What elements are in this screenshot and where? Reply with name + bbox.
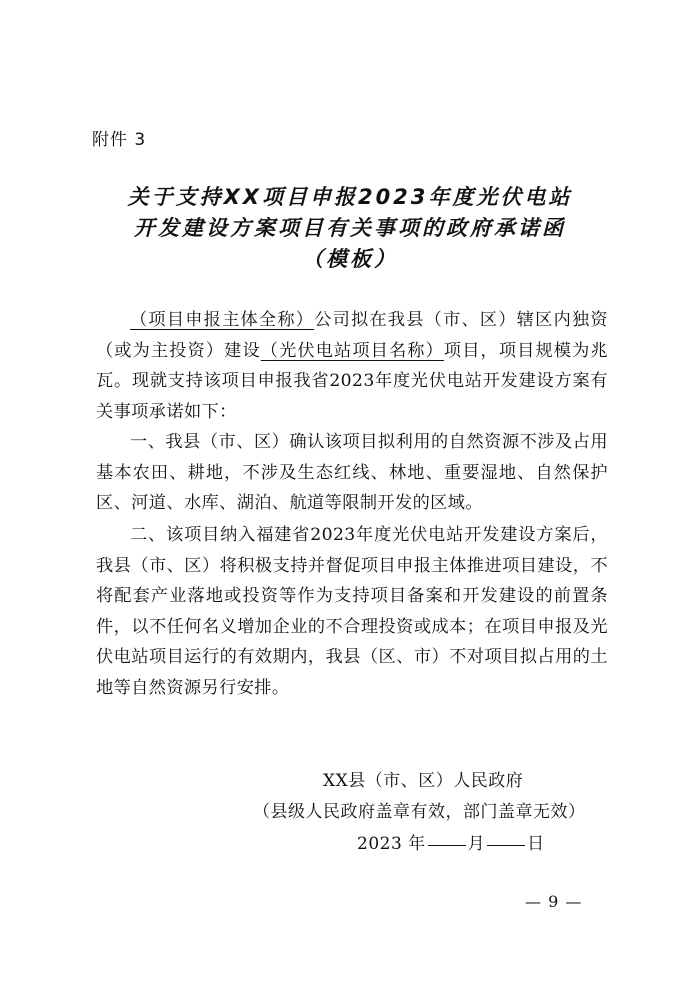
signature-seal-note: （县级人民政府盖章有效，部门盖章无效） [253, 802, 586, 822]
document-title-line-2: 开发建设方案项目有关事项的政府承诺函 [134, 216, 566, 240]
signature-date [357, 829, 545, 854]
blank-project-name: （光伏电站项目名称） [260, 340, 444, 361]
date-year: 2023 年 [357, 834, 426, 854]
intro-text-2: 项目，项目规模为兆瓦。现就支持该项目申报我省2023年度光伏电站开发建设方案有关事项承诺如下： [96, 340, 608, 422]
date-month: 月 [467, 834, 486, 854]
month-blank [428, 845, 466, 846]
day-blank [487, 845, 525, 846]
body-paragraph-commitment-2: 二、该项目纳入福建省2023年度光伏电站开发建设方案后，我县（市、区）将积极支持并督促项目申报主体推进项目建设，不将配套产业落地或投资等作为支持项目备案和开发建设的前置条件，以不任何名义增加企业的不合理投资或成本；在项目申报及光伏电站项目运行的有效期内，我县（区、市）不对项目拟占用的土地等自然资源另行安排。 [96, 525, 608, 698]
document-title-line-1: 关于支持XX项目申报2023年度光伏电站 [127, 185, 573, 209]
body-paragraph-intro [96, 305, 608, 427]
signature-organization: XX县（市、区）人民政府 [323, 771, 524, 791]
intro-text-1: 公司拟在我县（市、区）辖区内独资（或为主投资）建设 [96, 310, 608, 361]
body-paragraph-commitment-1: 一、我县（市、区）确认该项目拟利用的自然资源不涉及占用基本农田、耕地，不涉及生态红线、林地、重要湿地、自然保护区、河道、水库、湖泊、航道等限制开发的区域。 [96, 432, 608, 514]
date-day: 日 [527, 834, 545, 854]
blank-subject-name: （项目申报主体全称） [130, 310, 315, 330]
page-number: — 9 — [525, 892, 583, 911]
attachment-label: 附件 3 [92, 130, 147, 150]
document-title-line-3: （模板） [302, 247, 398, 271]
